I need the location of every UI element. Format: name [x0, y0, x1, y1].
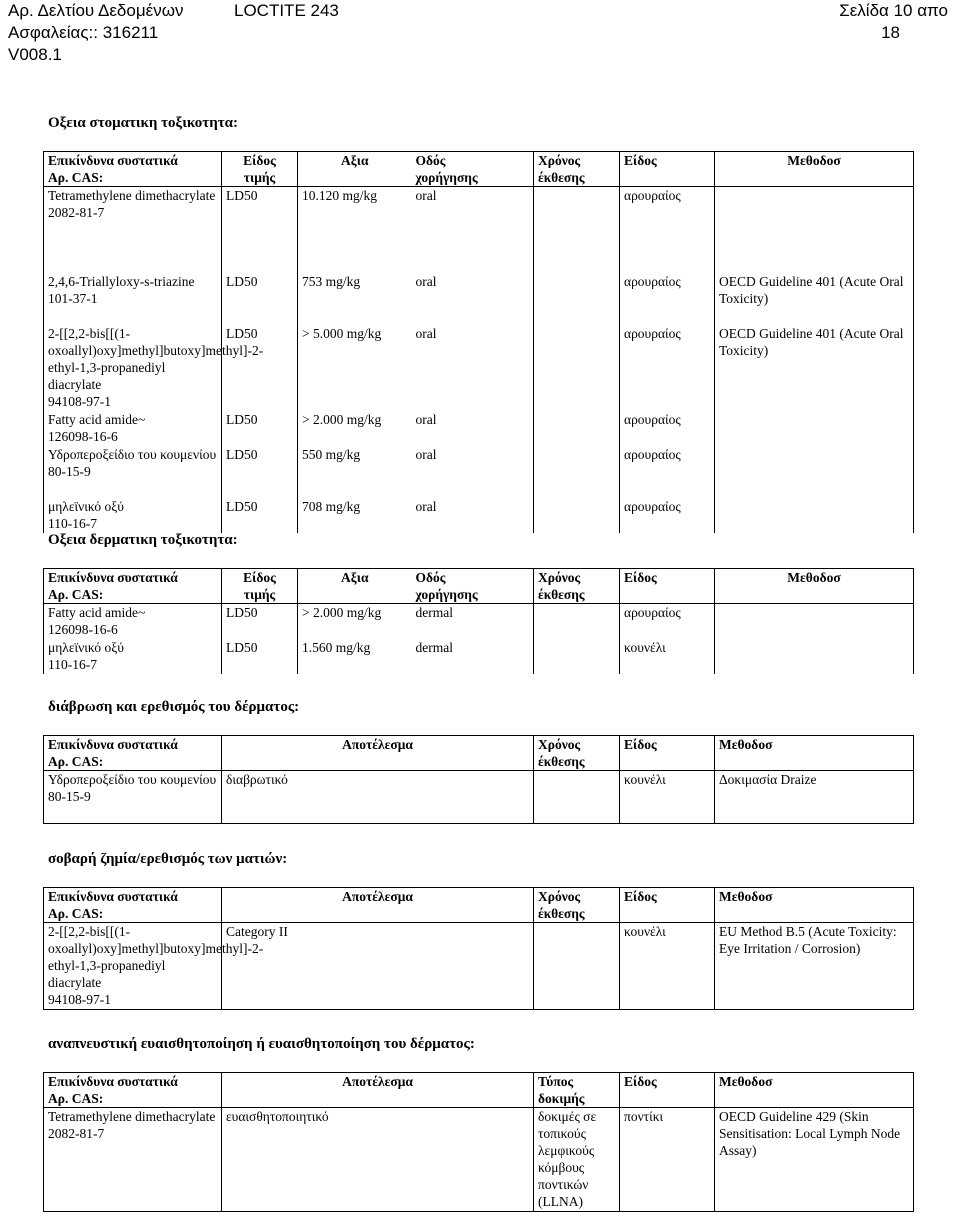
- col-time: Χρόνος έκθεσης: [534, 736, 620, 771]
- col-test-type: Τύπος δοκιμής: [534, 1073, 620, 1108]
- table-row: Υδροπεροξείδιο του κουμενίου 80-15-9 διαβρωτικό κουνέλι Δοκιμασία Draize: [44, 771, 914, 824]
- table-header-row: [44, 152, 914, 187]
- col-value-type: Είδος τιμής: [222, 152, 298, 187]
- col-route: Οδός χορήγησης: [412, 569, 534, 604]
- table-row: Fatty acid amide~ 126098-16-6 LD50 > 2.000 mg/kg oral αρουραίος: [44, 411, 914, 446]
- table-header-row: [44, 736, 914, 771]
- table-row: 2-[[2,2-bis[[(1-oxoallyl)oxy]methyl]butoxy]methyl]-2-ethyl-1,3-propanediyl diacrylate 94108-97-1 Category II κουνέλι EU Method B.5 (Acute Toxicity: Eye Irritation / Corrosion): [44, 923, 914, 1010]
- table-row: μηλεϊνικό οξύ 110-16-7 LD50 708 mg/kg oral αρουραίος: [44, 498, 914, 533]
- col-substance: Επικίνδυνα συστατικά Αρ. CAS:: [44, 888, 222, 923]
- section-title-dermal: Οξεια δερματικη τοξικοτητα:: [48, 532, 238, 548]
- col-time: Χρόνος έκθεσης: [534, 888, 620, 923]
- section-title-oral: Οξεια στοματικη τοξικοτητα:: [48, 115, 239, 131]
- sensitisation-table: [43, 1072, 914, 1212]
- col-result: Αποτέλεσμα: [222, 1073, 534, 1108]
- table-row: μηλεϊνικό οξύ 110-16-7 LD50 1.560 mg/kg dermal κουνέλι: [44, 639, 914, 674]
- col-value: Αξια: [298, 569, 412, 604]
- col-species: Είδος: [620, 1073, 715, 1108]
- col-species: Είδος: [620, 736, 715, 771]
- section-title-sensitisation: αναπνευστική ευαισθητοποίηση ή ευαισθητοποίηση του δέρματος:: [48, 1036, 475, 1052]
- col-result: Αποτέλεσμα: [222, 888, 534, 923]
- col-method: Μεθοδοσ: [715, 888, 914, 923]
- table-row: Tetramethylene dimethacrylate 2082-81-7 LD50 10.120 mg/kg oral αρουραίος: [44, 187, 914, 274]
- col-value-type: Είδος τιμής: [222, 569, 298, 604]
- header-version: V008.1: [8, 45, 62, 64]
- col-method: Μεθοδοσ: [715, 569, 914, 604]
- col-species: Είδος: [620, 888, 715, 923]
- col-time: Χρόνος έκθεσης: [534, 152, 620, 187]
- table-row: Υδροπεροξείδιο του κουμενίου 80-15-9 LD50 550 mg/kg oral αρουραίος: [44, 446, 914, 498]
- header-doc-number: Ασφαλείας:: 316211: [8, 23, 159, 42]
- col-substance: Επικίνδυνα συστατικά Αρ. CAS:: [44, 152, 222, 187]
- col-method: Μεθοδοσ: [715, 736, 914, 771]
- col-time: Χρόνος έκθεσης: [534, 569, 620, 604]
- col-method: Μεθοδοσ: [715, 152, 914, 187]
- table-header-row: [44, 1073, 914, 1108]
- header-page: Σελίδα 10 απο: [839, 1, 948, 20]
- col-substance: Επικίνδυνα συστατικά Αρ. CAS:: [44, 1073, 222, 1108]
- header-page-total: 18: [881, 23, 900, 42]
- table-header-row: [44, 888, 914, 923]
- col-result: Αποτέλεσμα: [222, 736, 534, 771]
- col-route: Οδός χορήγησης: [412, 152, 534, 187]
- skin-corrosion-table: [43, 735, 914, 824]
- section-title-corrosion: διάβρωση και ερεθισμός του δέρματος:: [48, 699, 300, 715]
- table-row: Fatty acid amide~ 126098-16-6 LD50 > 2.000 mg/kg dermal αρουραίος: [44, 604, 914, 640]
- eye-irritation-table: [43, 887, 914, 1010]
- col-species: Είδος: [620, 152, 715, 187]
- section-title-eye: σοβαρή ζημία/ερεθισμός των ματιών:: [48, 851, 288, 867]
- col-species: Είδος: [620, 569, 715, 604]
- dermal-toxicity-table: [43, 568, 914, 674]
- col-substance: Επικίνδυνα συστατικά Αρ. CAS:: [44, 736, 222, 771]
- header-doc-label: Αρ. Δελτίου Δεδομένων: [8, 1, 184, 20]
- table-row: 2,4,6-Triallyloxy-s-triazine 101-37-1 LD50 753 mg/kg oral αρουραίος OECD Guideline 401 (Acute Oral Toxicity): [44, 273, 914, 325]
- table-row: 2-[[2,2-bis[[(1-oxoallyl)oxy]methyl]butoxy]methyl]-2-ethyl-1,3-propanediyl diacrylate 94108-97-1 LD50 > 5.000 mg/kg oral αρουραίος OECD Guideline 401 (Acute Oral Toxicity): [44, 325, 914, 411]
- table-row: Tetramethylene dimethacrylate 2082-81-7 ευαισθητοποιητικό δοκιμές σε τοπικούς λεμφικούς κόμβους ποντικών (LLNA) ποντίκι OECD Guideline 429 (Skin Sensitisation: Local Lymph Node Assay): [44, 1108, 914, 1212]
- table-header-row: [44, 569, 914, 604]
- oral-toxicity-table: [43, 151, 914, 533]
- header-product: LOCTITE 243: [234, 1, 339, 20]
- col-value: Αξια: [298, 152, 412, 187]
- col-substance: Επικίνδυνα συστατικά Αρ. CAS:: [44, 569, 222, 604]
- col-method: Μεθοδοσ: [715, 1073, 914, 1108]
